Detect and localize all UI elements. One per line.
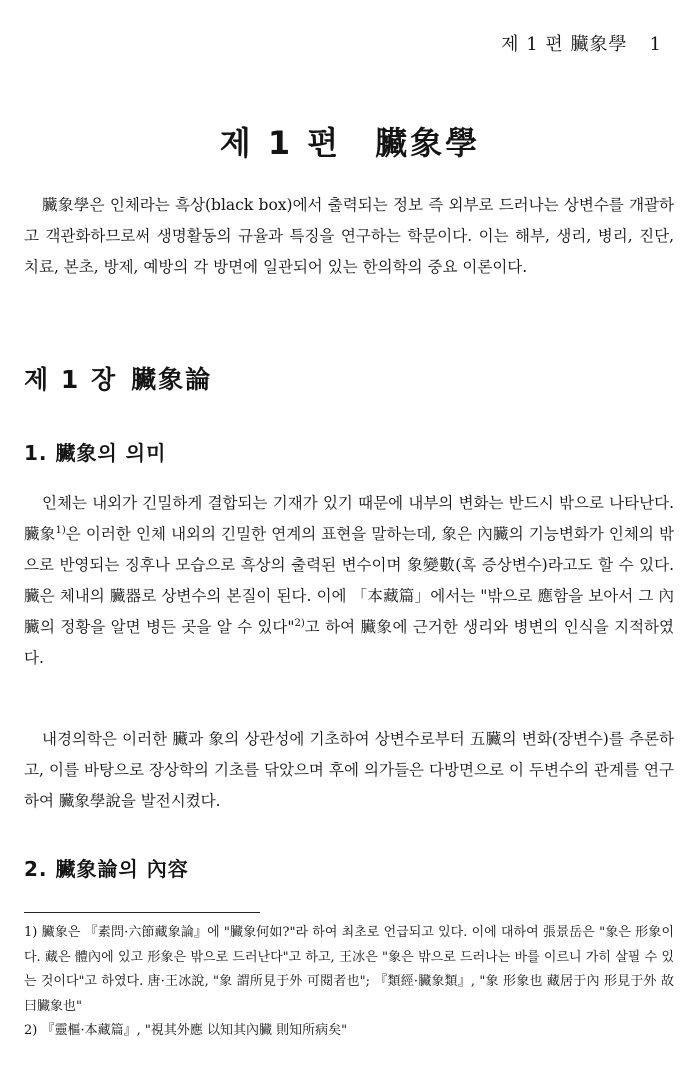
chapter-title: 臟象論 <box>131 365 213 394</box>
paragraph-text: 인체는 내외가 긴밀하게 결합되는 기재가 있기 때문에 내부의 변화는 반드시 밖으로 나타난다. 臟象 <box>24 494 674 543</box>
section-1-paragraph-1 <box>24 488 674 674</box>
chapter-number-label: 제 1 장 <box>24 365 118 394</box>
paragraph-text: 은 이러한 인체 내외의 긴밀한 연계의 표현을 말하는데, 象은 內臟의 기능변화가 인체의 밖으로 반영되는 징후나 모습으로 흑상의 출력된 변수이며 象變數(혹 증상변수)라고도 할 수 있다. 臟은 체내의 臟器로 상변수의 본질이 된다. 이에 「本藏篇」에서는 "밖으로 應함을 보아서 그 內臟의 정황을 알면 병든 곳을 알 수 있다" <box>24 525 674 636</box>
footnote-divider <box>24 912 260 913</box>
part-title-text: 臟象學 <box>375 124 481 162</box>
footnote-text: 臟象은 『素問·六節藏象論』에 "臟象何如?"라 하여 최초로 언급되고 있다. 이에 대하여 張景岳은 "象은 形象이다. 藏은 體內에 있고 形象은 밖으로 드러난다"고 하고, 王冰은 "象은 밖으로 드러나는 바를 이르니 가히 살필 수 있는 것이다"고 하였다. 唐·王冰說, "象 謂所見于外 可閱者也"; 『類經·臟象類』, "象 形象也 藏居于內 形見于外 故曰臟象也" <box>24 925 674 1014</box>
footnote-marker: 2) <box>24 1023 38 1038</box>
part-title <box>0 118 700 164</box>
section-2-heading: 2. 臟象論의 內容 <box>24 857 189 881</box>
page-number: 1 <box>649 34 662 55</box>
part-number-label: 제 1 편 <box>219 124 342 162</box>
footnote-1 <box>24 921 674 1019</box>
running-head-title: 제 1 편 臟象學 <box>501 34 628 55</box>
footnote-text: 『靈樞·本藏篇』, "視其外應 以知其內臟 則知所病矣" <box>41 1023 348 1038</box>
running-header <box>501 30 662 56</box>
chapter-heading <box>24 360 212 396</box>
footnote-ref-1[interactable]: 1) <box>55 524 66 536</box>
footnote-marker: 1) <box>24 925 38 940</box>
section-1-heading: 1. 臟象의 의미 <box>24 441 167 465</box>
intro-paragraph: 臟象學은 인체라는 흑상(black box)에서 출력되는 정보 즉 외부로 드러나는 상변수를 개괄하고 객관화하므로써 생명활동의 규율과 특징을 연구하는 학문이다. 이는 해부, 생리, 병리, 진단, 치료, 본초, 방제, 예방의 각 방면에 일관되어 있는 한의학의 중요 이론이다. <box>24 196 674 276</box>
footnote-ref-2[interactable]: 2) <box>294 617 305 629</box>
footnotes <box>24 921 674 1044</box>
section-1-paragraph-2: 내경의학은 이러한 臟과 象의 상관성에 기초하여 상변수로부터 五臟의 변화(장변수)를 추론하고, 이를 바탕으로 장상학의 기초를 닦았으며 후에 의가들은 다방면으로 이 두변수의 관계를 연구하여 臟象學說을 발전시켰다. <box>24 730 674 810</box>
footnote-2 <box>24 1019 674 1044</box>
paragraph-text: 고 하여 臟象에 근거한 생리와 병변의 인식을 지적하였다. <box>24 618 674 667</box>
